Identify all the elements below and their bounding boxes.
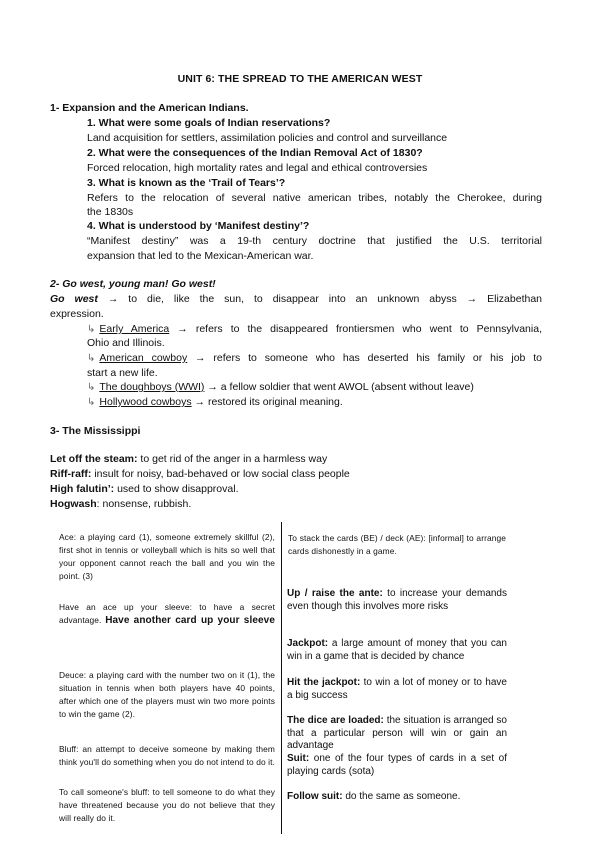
table-cell-ace-sleeve (59, 601, 275, 627)
answer-4-line-1: “Manifest destiny” was a 19-th century doctrine that justified the U.S. territorial (87, 235, 542, 247)
page-title: UNIT 6: THE SPREAD TO THE AMERICAN WEST (177, 73, 423, 85)
idiom-item (50, 482, 238, 497)
list-item-term: Hollywood cowboys (99, 396, 192, 408)
follow-suit-term: Follow suit: (287, 791, 343, 802)
question-3: 3. What is known as the ‘Trail of Tears’? (87, 177, 286, 189)
idiom-def: insult for noisy, bad-behaved or low social class people (91, 468, 350, 480)
table-cell-jackpot (287, 638, 507, 663)
idiom-item (50, 452, 327, 467)
list-item-def: → refers to someone who has deserted his family or his job to (187, 352, 542, 364)
sub-arrow-icon: ↳ (87, 353, 96, 364)
answer-2: Forced relocation, high mortality rates and legal and ethical controversies (87, 162, 428, 174)
answer-3-line-2: the 1830s (87, 206, 134, 218)
table-cell-follow-suit (287, 791, 507, 804)
ante-term: Up / raise the ante: (287, 588, 383, 599)
go-west-def-line-2: expression. (50, 308, 104, 320)
sub-arrow-icon: ↳ (87, 324, 96, 335)
hit-jackpot-term: Hit the jackpot: (287, 677, 361, 688)
list-item-def: → a fellow soldier that went AWOL (absent without leave) (204, 381, 474, 393)
idiom-def: used to show disapproval. (114, 483, 239, 495)
list-item (87, 395, 343, 410)
table-cell-ante (287, 588, 507, 613)
list-item (87, 351, 542, 366)
table-cell-ace: Ace: a playing card (1), someone extremely skillful (2), first shot in tennis or volleyball which is hits so well that your opponent cannot reach the ball and you win the point. (3) (59, 532, 275, 581)
section-2-heading: 2- Go west, young man! Go west! (50, 278, 216, 290)
question-2: 2. What were the consequences of the Indian Removal Act of 1830? (87, 147, 423, 159)
idiom-item (50, 467, 350, 482)
answer-1: Land acquisition for settlers, assimilation policies and control and surveillance (87, 132, 448, 144)
idiom-term: Hogwash (50, 498, 97, 510)
list-item (87, 380, 474, 395)
hit-jackpot-def: to win a lot of money or to have a big success (287, 677, 507, 701)
another-card-phrase: Have another card up your sleeve (105, 615, 275, 626)
idiom-item (50, 497, 191, 512)
go-west-definition (50, 292, 542, 307)
idiom-term: Riff-raff: (50, 468, 92, 480)
idiom-def: to get rid of the anger in a harmless way (137, 453, 328, 465)
ace-sleeve-text: Have an ace up your sleeve: to have a secret advantage. (59, 602, 275, 625)
sub-arrow-icon: ↳ (87, 397, 96, 408)
table-cell-bluff: Bluff: an attempt to deceive someone by making them think you'll do something when you do not intend to do it. (59, 744, 275, 767)
idiom-term: Let off the steam: (50, 453, 138, 465)
list-item-def: → refers to the disappeared frontiersmen who went to Pennsylvania, (169, 323, 542, 335)
table-cell-stack-cards: To stack the cards (BE) / deck (AE): [informal] to arrange cards dishonestly in a game. (288, 533, 506, 556)
table-cell-suit (287, 753, 507, 778)
section-1-heading: 1- Expansion and the American Indians. (50, 102, 249, 114)
jackpot-term: Jackpot: (287, 638, 329, 649)
list-item (87, 322, 542, 337)
suit-term: Suit: (287, 753, 310, 764)
go-west-def-line-1: → to die, like the sun, to disappear into an unknown abyss → Elizabethan (97, 293, 543, 305)
list-item-term: Early America (99, 323, 170, 335)
follow-suit-def: do the same as someone. (342, 791, 461, 802)
section-3-heading: 3- The Mississippi (50, 425, 141, 437)
list-item-def-cont: Ohio and Illinois. (87, 337, 165, 349)
ante-def: to increase your demands even though this involves more risks (287, 588, 507, 612)
table-cell-hit-jackpot (287, 677, 507, 702)
answer-4-line-2: expansion that led to the Mexican-American war. (87, 250, 314, 262)
suit-def: one of the four types of cards in a set of playing cards (sota) (287, 753, 507, 777)
list-item-term: American cowboy (99, 352, 188, 364)
question-1: 1. What were some goals of Indian reservations? (87, 117, 331, 129)
dice-loaded-term: The dice are loaded: (287, 715, 384, 726)
dice-loaded-def: the situation is arranged so that a particular person will win or gain an advantage (287, 715, 507, 751)
table-cell-call-bluff: To call someone's bluff: to tell someone to do what they have threatened because you do not believe that they will really do it. (59, 787, 275, 823)
go-west-term: Go west (50, 293, 98, 305)
idiom-def: : nonsense, rubbish. (96, 498, 192, 510)
question-4: 4. What is understood by ‘Manifest destiny’? (87, 220, 310, 232)
list-item-def-cont: start a new life. (87, 367, 158, 379)
sub-arrow-icon: ↳ (87, 382, 96, 393)
answer-3-line-1: Refers to the relocation of several native american tribes, notably the Cherokee, during (87, 192, 542, 204)
idiom-term: High falutin’: (50, 483, 115, 495)
table-column-divider (281, 522, 282, 834)
list-item-term: The doughboys (WWI) (99, 381, 205, 393)
table-cell-deuce: Deuce: a playing card with the number two on it (1), the situation in tennis when both players have 40 points, after which one of the players must win two more points to win the game (2). (59, 670, 275, 719)
jackpot-def: a large amount of money that you can win in a game that is decided by chance (287, 638, 507, 662)
table-cell-dice-loaded (287, 715, 507, 753)
list-item-def: → restored its original meaning. (191, 396, 343, 408)
